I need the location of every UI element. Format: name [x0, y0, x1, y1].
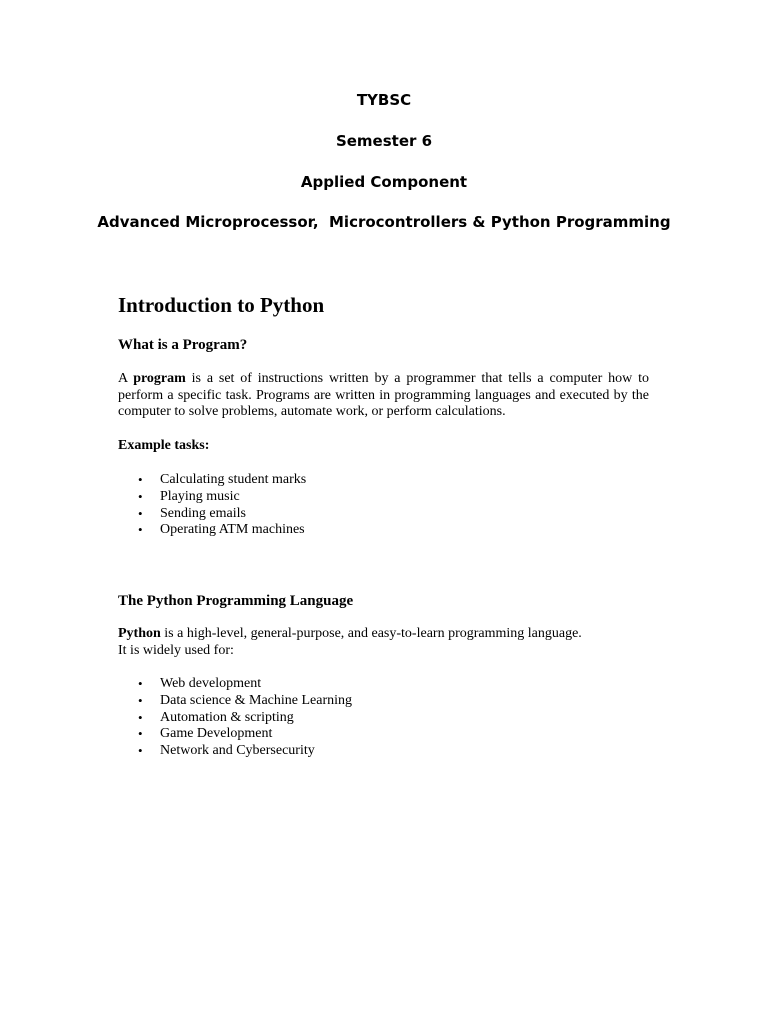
- bullet-icon: •: [138, 726, 143, 742]
- bullet-icon: •: [138, 488, 143, 504]
- term-program: program: [133, 371, 186, 386]
- list-item: • Game Development: [138, 726, 273, 742]
- example-tasks-label: Example tasks:: [118, 438, 210, 453]
- python-uses-list: [138, 676, 352, 760]
- bullet-icon: •: [138, 743, 143, 759]
- bullet-icon: •: [138, 709, 143, 725]
- term-python: Python: [118, 626, 161, 641]
- bullet-icon: •: [138, 505, 143, 521]
- python-description-line: [118, 626, 582, 643]
- list-item: • Operating ATM machines: [138, 522, 305, 538]
- list-item: • Playing music: [138, 488, 240, 504]
- paragraph-lead: A: [118, 371, 134, 386]
- list-item: • Network and Cybersecurity: [138, 743, 315, 759]
- semester-label: Semester 6: [335, 132, 433, 150]
- course-code: TYBSC: [356, 91, 412, 109]
- list-item: • Web development: [138, 676, 262, 691]
- python-description-text: is a high-level, general-purpose, and easy-to-learn programming language.: [160, 626, 582, 641]
- list-item: • Automation & scripting: [138, 709, 294, 725]
- bullet-icon: •: [138, 692, 143, 708]
- list-item: • Calculating student marks: [138, 472, 307, 487]
- subheading-what-is-program: What is a Program?: [118, 337, 248, 353]
- program-definition-paragraph: [118, 371, 649, 421]
- subheading-python-language: The Python Programming Language: [118, 593, 354, 609]
- bullet-icon: •: [138, 522, 143, 538]
- bullet-icon: •: [138, 676, 143, 691]
- list-item: • Sending emails: [138, 505, 246, 521]
- list-item: • Data science & Machine Learning: [138, 692, 353, 708]
- component-label: Applied Component: [300, 173, 468, 191]
- python-uses-intro: It is widely used for:: [118, 643, 234, 658]
- example-tasks-list: [138, 472, 306, 539]
- subject-title: Advanced Microprocessor, Microcontrollers & Python Programming: [97, 213, 671, 231]
- paragraph-body: is a set of instructions written by a programmer that tells a computer how to perform a specific task. Programs are written in programming languages and executed by the computer to solve problems, automate work, or perform calculations.: [118, 371, 649, 420]
- section-heading-introduction: Introduction to Python: [118, 293, 325, 317]
- bullet-icon: •: [138, 472, 143, 487]
